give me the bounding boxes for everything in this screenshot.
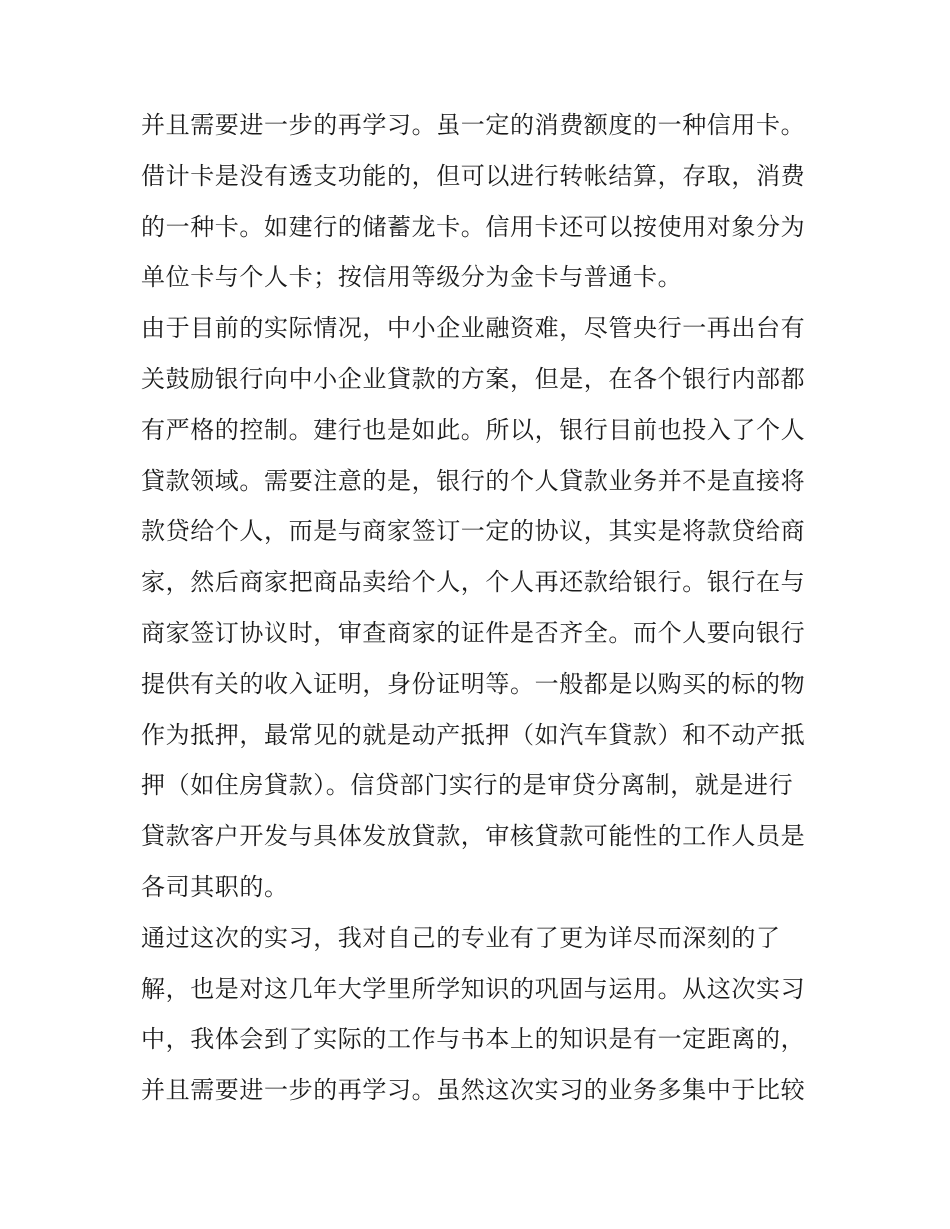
text-line: 有严格的控制。建行也是如此。所以，银行目前也投入了个人 [141, 415, 806, 444]
text-line: 借计卡是没有透支功能的，但可以进行转帐结算，存取，消费 [141, 161, 806, 190]
text-line: 的一种卡。如建行的储蓄龙卡。信用卡还可以按使用对象分为 [141, 212, 806, 241]
text-line: 作为抵押，最常见的就是动产抵押（如汽车貸款）和不动产抵 [141, 720, 806, 749]
text-line: 貸款客户开发与具体发放貸款，审核貸款可能性的工作人员是 [141, 822, 806, 851]
text-line: 解，也是对这几年大学里所学知识的巩固与运用。从这次实习 [141, 974, 806, 1003]
text-line: 并且需要进一步的再学习。虽然这次实习的业务多集中于比较 [141, 1076, 806, 1105]
text-line: 单位卡与个人卡；按信用等级分为金卡与普通卡。 [141, 263, 683, 292]
text-line: 款贷给个人，而是与商家签订一定的协议，其实是将款贷给商 [141, 517, 806, 546]
text-line: 由于目前的实际情况，中小企业融资难，尽管央行一再出台有 [141, 314, 806, 343]
text-line: 貸款领域。需要注意的是，银行的个人貸款业务并不是直接将 [141, 466, 806, 495]
text-line: 押（如住房貸款）。信贷部门实行的是审贷分离制，就是进行 [141, 771, 794, 800]
text-line: 家，然后商家把商品卖给个人，个人再还款给银行。银行在与 [141, 568, 806, 597]
text-line: 提供有关的收入证明，身份证明等。一般都是以购买的标的物 [141, 669, 806, 698]
text-line: 各司其职的。 [141, 872, 289, 901]
text-line: 通过这次的实习，我对自己的专业有了更为详尽而深刻的了 [141, 923, 781, 952]
text-line: 关鼓励银行向中小企业貸款的方案，但是，在各个银行内部都 [141, 364, 806, 393]
body-text [141, 100, 821, 1116]
text-line: 商家签订协议时，审查商家的证件是否齐全。而个人要向银行 [141, 618, 806, 647]
text-line: 中，我体会到了实际的工作与书本上的知识是有一定距离的， [141, 1025, 806, 1054]
text-line: 并且需要进一步的再学习。虽一定的消费额度的一种信用卡。 [141, 111, 806, 139]
